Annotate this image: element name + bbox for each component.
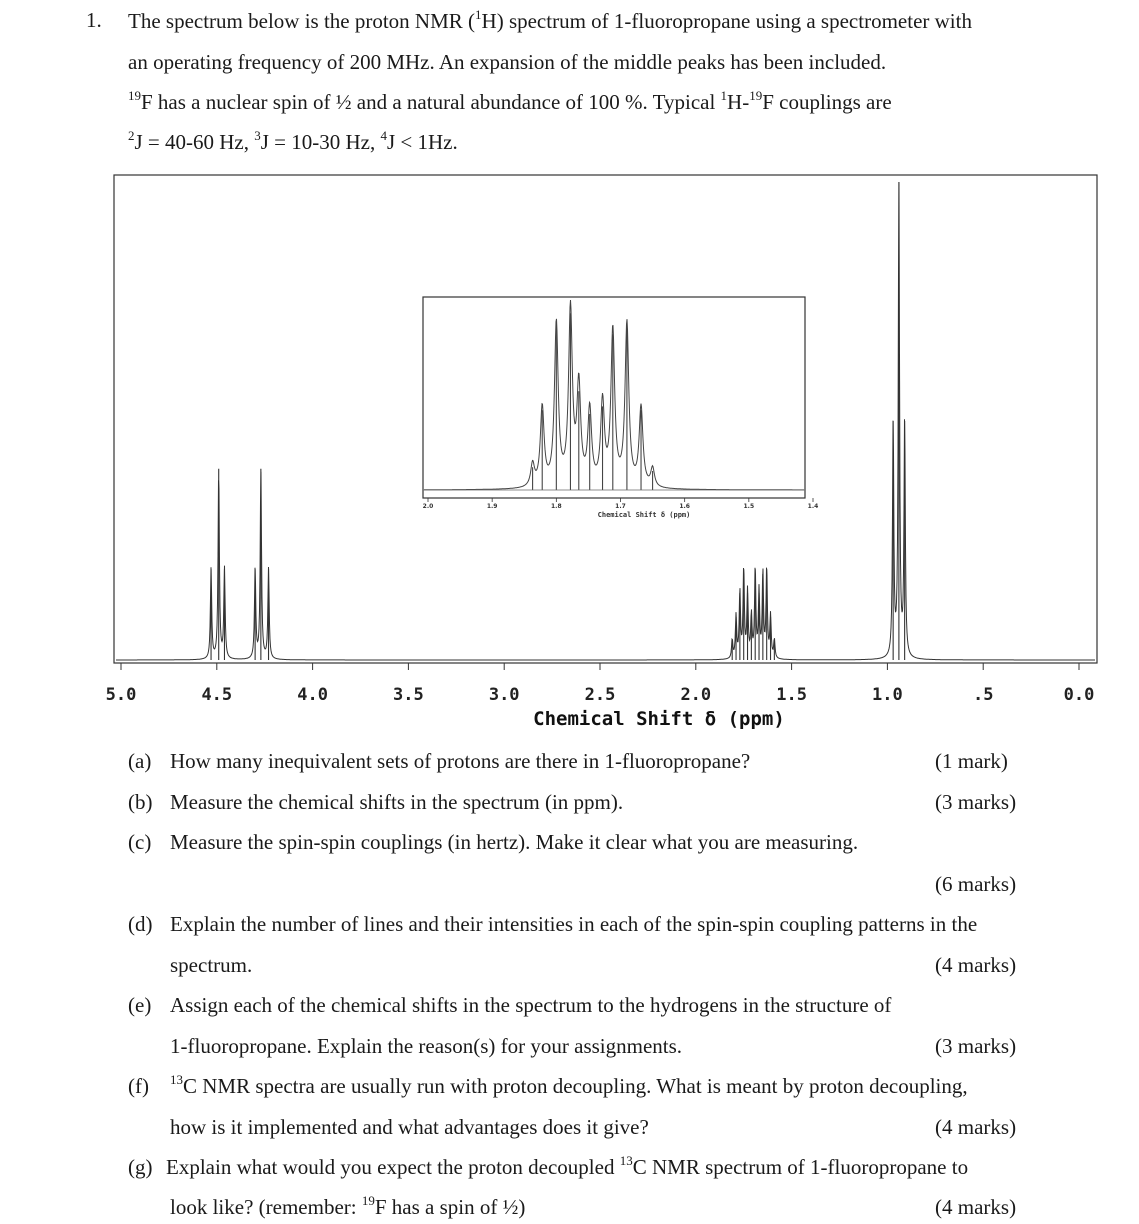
inset-tick-label-4: 1.6 <box>679 503 690 510</box>
x-tick-label-5: 2.5 <box>584 685 616 705</box>
part-d-text-2: spectrum. <box>170 953 253 977</box>
x-tick-label-4: 3.0 <box>488 685 520 705</box>
x-tick-label-7: 1.5 <box>776 685 807 705</box>
part-e-label: (e) <box>128 993 152 1017</box>
part-b-label: (b) <box>128 790 153 814</box>
part-e-text: Assign each of the chemical shifts in the spectrum to the hydrogens in the structure of <box>170 993 892 1017</box>
inset-axis-label: Chemical Shift δ (ppm) <box>597 511 691 519</box>
part-g-text: Explain what would you expect the proton decoupled $^{13}$C NMR spectrum of 1-fluoropropane to <box>166 1153 969 1179</box>
x-tick-label-9: .5 <box>972 685 994 705</box>
part-g-text-2: look like? (remember: $^{19}$F has a spin of ½) <box>170 1193 526 1219</box>
x-tick-label-6: 2.0 <box>680 685 712 705</box>
part-d-text: Explain the number of lines and their intensities in each of the spin-spin coupling patterns in the <box>170 912 978 936</box>
x-tick-label-2: 4.0 <box>297 685 328 705</box>
x-axis-ticks <box>106 663 1095 705</box>
inset-tick-label-0: 2.0 <box>422 503 434 510</box>
part-f-marks: (4 marks) <box>935 1115 1017 1139</box>
question-line-3: $^{19}$F has a nuclear spin of ½ and a natural abundance of 100 %. Typical $^1$H-$^{19}$F couplings are <box>128 88 892 114</box>
x-axis-label: Chemical Shift δ (ppm) <box>533 708 785 730</box>
question-number: 1. <box>86 8 102 32</box>
x-tick-label-0: 5.0 <box>105 685 137 705</box>
part-d-label: (d) <box>128 912 153 936</box>
part-a-marks: (1 mark) <box>935 749 1008 773</box>
part-e-marks: (3 marks) <box>935 1034 1017 1058</box>
question-line-4: $^2$J = 40-60 Hz, $^3$J = 10-30 Hz, $^4$J < 1Hz. <box>128 128 458 154</box>
question-line-1: The spectrum below is the proton NMR ($^1$H) spectrum of 1-fluoropropane using a spectrometer with <box>128 7 972 33</box>
x-tick-label-3: 3.5 <box>393 685 424 705</box>
inset-frame <box>423 297 805 498</box>
part-f-text: $^{13}$C NMR spectra are usually run with proton decoupling. What is meant by proton decoupling, <box>170 1072 968 1098</box>
part-a-text: How many inequivalent sets of protons are there in 1-fluoropropane? <box>170 749 751 773</box>
inset-tick-label-3: 1.7 <box>615 503 626 510</box>
part-g-label: (g) <box>128 1155 153 1179</box>
x-tick-label-10: 0.0 <box>1063 685 1095 705</box>
part-c-label: (c) <box>128 830 152 854</box>
part-c-text: Measure the spin-spin couplings (in hertz). Make it clear what you are measuring. <box>170 830 859 854</box>
inset-tick-label-5: 1.5 <box>743 503 755 510</box>
part-f-label: (f) <box>128 1074 149 1098</box>
part-d-marks: (4 marks) <box>935 953 1017 977</box>
inset-tick-label-6: 1.4 <box>807 503 819 510</box>
part-b-text: Measure the chemical shifts in the spectrum (in ppm). <box>170 790 624 814</box>
inset-tick-label-1: 1.9 <box>486 503 498 510</box>
part-a-label: (a) <box>128 749 152 773</box>
part-b-marks: (3 marks) <box>935 790 1017 814</box>
x-tick-label-8: 1.0 <box>872 685 903 705</box>
question-line-2: an operating frequency of 200 MHz. An expansion of the middle peaks has been included. <box>128 50 887 74</box>
part-g-marks: (4 marks) <box>935 1195 1017 1219</box>
inset-tick-label-2: 1.8 <box>551 503 562 510</box>
part-c-marks: (6 marks) <box>935 872 1017 896</box>
x-tick-label-1: 4.5 <box>201 685 233 705</box>
part-f-text-2: how is it implemented and what advantages does it give? <box>170 1115 649 1139</box>
inset-axis-ticks <box>423 498 819 510</box>
part-e-text-2: 1-fluoropropane. Explain the reason(s) for your assignments. <box>170 1034 683 1058</box>
